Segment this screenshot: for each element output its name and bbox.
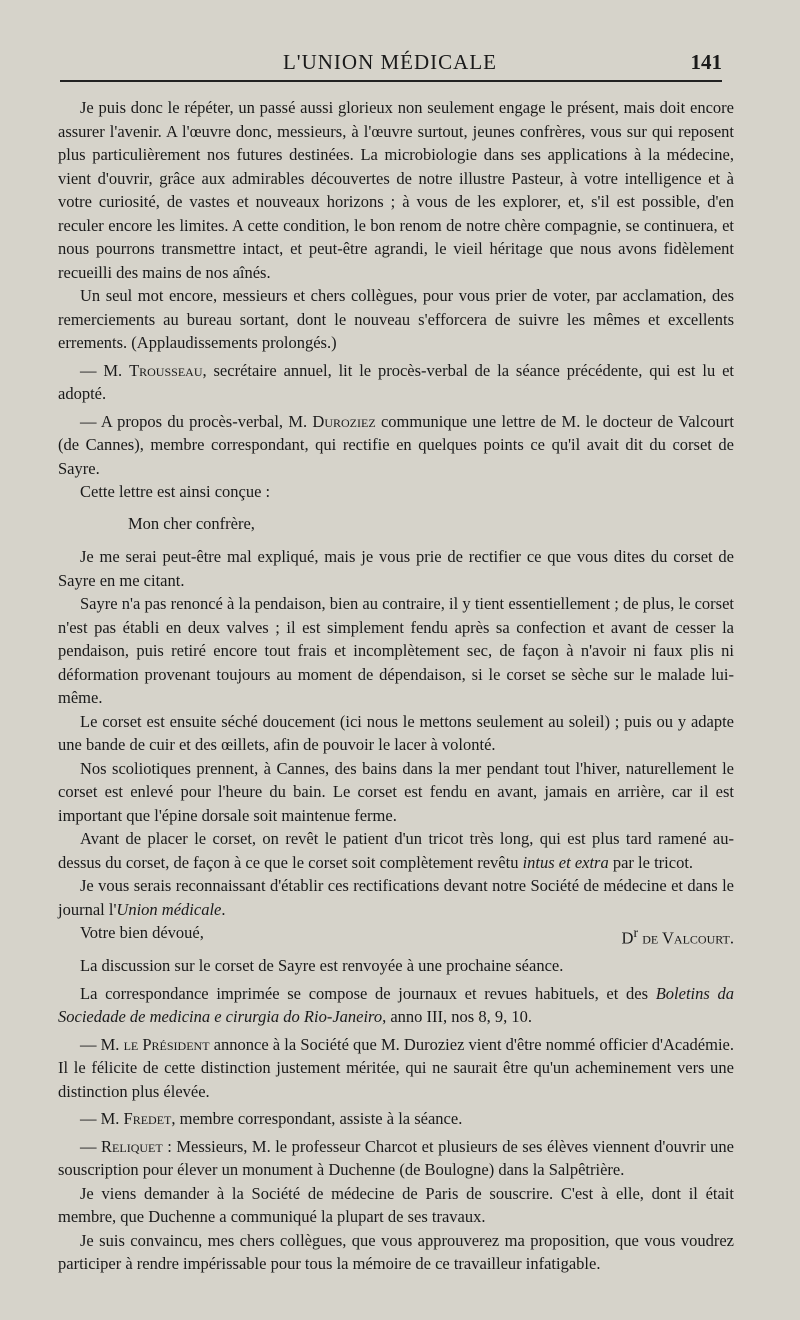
letter-salutation: Mon cher confrère, [128,513,255,533]
text: : Messieurs, M. le professeur Charcot et plusieurs de ses élèves viennent d'ouvrir une souscription pour élever un monument à Duchenne (de Boulogne) dans la Salpêtrière. [58,1136,734,1179]
text: Je vous serais reconnaissant d'établir ces rectifications devant notre Société de médecine et dans le journal l' [58,876,734,919]
text: , membre correspondant, assiste à la séance. [171,1109,463,1128]
paragraph [58,874,734,921]
paragraph [58,1135,734,1182]
text: , secrétaire annuel, lit le procès-verbal de la séance précédente, qui est lu et adopté. [58,360,734,403]
text: , anno III, nos 8, 9, 10. [382,1007,532,1026]
text: annonce à la Société que M. Duroziez vient d'être nommé officier d'Académie. Il le félicite de cette distinction justement méritée, qui ne saurait être qu'un acheminement vers une distinction plus élevée. [58,1034,734,1101]
person-name: le Président [123,1034,210,1054]
paragraph: La discussion sur le corset de Sayre est renvoyée à une prochaine séance. [80,956,564,975]
text: — M. [80,1109,124,1128]
text: La correspondance imprimée se compose de journaux et revues habituels, et des [80,983,656,1003]
text: — M. [80,360,130,380]
paragraph: Un seul mot encore, messieurs et chers collègues, pour vous prier de voter, par acclamation, des remerciements au bureau sortant, dont le nouveau s'efforcera de suivre les mêmes et excellents errements. (Applaudissements prolongés.) [58,286,734,352]
paragraph: Je viens demander à la Société de médecine de Paris de souscrire. C'est à elle, dont il était membre, que Duchenne a communiqué la plupart de ses travaux. [58,1183,734,1226]
signature-title: D [621,928,634,948]
paragraph: Nos scoliotiques prennent, à Cannes, des bains dans la mer pendant tout l'hiver, naturellement le corset est enlevé pour l'heure du bain. Le corset est fendu en avant, jamais en arrière, car il est important que l'épine dorsale soit maintenue ferme. [58,758,734,825]
signature [600,921,734,950]
text: . [221,899,226,919]
paragraph [58,982,734,1029]
latin-phrase: intus et extra [522,852,609,872]
letter-signoff [58,921,734,950]
text: communique une lettre de M. le docteur de Valcourt (de Cannes), membre correspondant, qui rectifie en quelques points ce qu'il avait dit du corset de Sayre. [58,411,735,478]
person-name: Duroziez [312,411,376,431]
text: — [80,1136,102,1156]
journal-title: Boletins da Sociedade de medicina e cirurgia do Rio-Janeiro [58,983,734,1026]
closing: Votre bien dévoué, [80,923,204,942]
signature-name: de Valcourt. [638,928,734,948]
page-header [58,42,722,76]
person-name: Fredet [123,1109,172,1128]
paragraph: Je puis donc le répéter, un passé aussi glorieux non seulement engage le présent, mais doit encore assurer l'avenir. A l'œuvre donc, messieurs, à l'œuvre surtout, jeunes confrères, vous sur qui reposent plus particulièrement nos futures destinées. La microbiologie dans ses applications à la médecine, vient d'ouvrir, grâce aux admirables découvertes de notre illustre Pasteur, à votre intelligence et à votre curiosité, de vastes et nouveaux horizons ; à vous de les explorer, et, s'il est possible, d'en reculer encore les limites. A cette condition, le bon renom de notre chère compagnie, se continuera, et nous pourrons transmettre intact, et peut-être agrandi, le vieil héritage que nous avons fidèlement recueilli des mains de nos aînés. [58,98,734,282]
journal-title: Union médicale [116,899,222,919]
paragraph: Je me serai peut-être mal expliqué, mais je vous prie de rectifier ce que vous dites du corset de Sayre en me citant. [58,547,734,590]
paragraph: Je suis convaincu, mes chers collègues, que vous approuverez ma proposition, que vous voudrez participer à rendre impérissable pour tous la mémoire de ce travailleur infatigable. [58,1230,734,1273]
text: Avant de placer le corset, on revêt le patient d'un tricot très long, qui est plus tard ramené au-dessus du corset, de façon à ce que le corset soit complètement revêtu [58,829,734,872]
header-rule [60,80,722,82]
paragraph [58,359,734,406]
text: — A propos du procès-verbal, M. [80,411,313,431]
text: par le tricot. [608,852,694,872]
running-title: L'UNION MÉDICALE [282,50,497,74]
signature-title-sup: r [633,925,639,940]
page-number: 141 [690,50,722,74]
person-name: Trousseau [129,360,203,380]
person-name: Reliquet [101,1136,163,1156]
paragraph [58,827,734,874]
paragraph [58,1107,734,1131]
paragraph [58,410,734,481]
paragraph: Cette lettre est ainsi conçue : [80,482,271,501]
text: — M. [80,1034,124,1054]
paragraph: Le corset est ensuite séché doucement (ici nous le mettons seulement au soleil) ; puis ou y adapte une bande de cuir et des œillets, afin de pouvoir le lacer à volonté. [58,711,734,754]
paragraph [58,1033,734,1104]
paragraph: Sayre n'a pas renoncé à la pendaison, bien au contraire, il y tient essentiellement ; de plus, le corset n'est pas établi en deux valves ; il est simplement fendu après sa confection et avant de cesser la pendaison, puis retiré encore tout frais et incomplètement sec, de façon à n'avoir ni faux plis ni déformation provenant toujours au moment de dépendaison, si le corset se sèche sur le malade lui-même. [58,594,734,707]
article-body [58,96,734,1276]
